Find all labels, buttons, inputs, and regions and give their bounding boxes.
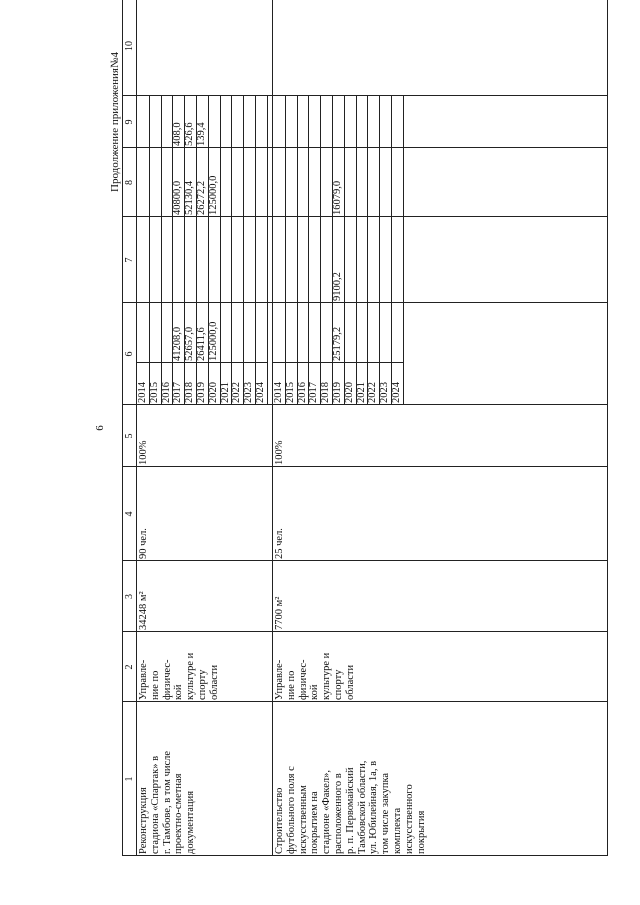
row2-name: Строительство футбольного поля с искусственным покрытием на стадионе «Факел», расположенного в р. п. Первомайский Тамбовской области, ул. Юбилейная, 1а, в том числе закупка комплекта искусственного покрытия (274, 760, 427, 854)
year-row-line (208, 96, 209, 405)
row2-executor: Управле- ние по физичес- кой культуре и спорту области (274, 652, 356, 700)
col-num-5: 5 (124, 433, 135, 439)
row2-area: 7700 м² (274, 596, 285, 630)
year-row-line (285, 96, 286, 405)
row2-col8: 16079,0 (331, 180, 343, 215)
page-heading: Продолжение приложения№4 (109, 52, 121, 192)
year-row-line (391, 96, 392, 405)
row-divider (272, 0, 273, 856)
year-row-line (308, 96, 309, 405)
year-row-line (255, 96, 256, 405)
row1-col7 (137, 217, 267, 303)
year-row-line (220, 96, 221, 405)
year-row-line (267, 96, 268, 405)
year-row-line (332, 96, 333, 405)
year-row-line (161, 96, 162, 405)
year-row-line (231, 96, 232, 405)
row1-area: 34248 м² (138, 591, 149, 630)
year-row-line (379, 96, 380, 405)
row1-col6: 41208,0 52657,0 26411,6 125000,0 (172, 321, 219, 361)
page-number: 6 (94, 425, 106, 431)
row2-col6: 25179,2 (331, 326, 343, 361)
year-divider (137, 362, 267, 363)
row1-name: Реконструкция стадиона «Спартак» в г. Тамбове, в том числе проектно-сметная документация (138, 750, 197, 854)
year-row-line (243, 96, 244, 405)
row2-years: 2014 2015 2016 2017 2018 2019 2020 2021 2022 2023 2024 (273, 382, 402, 403)
year-row-line (367, 96, 368, 405)
row2-capacity: 25 чел. (274, 528, 285, 559)
col-divider (122, 560, 608, 561)
year-row-line (297, 96, 298, 405)
year-row-line (172, 96, 173, 405)
year-row-line (403, 96, 404, 405)
row2-col7: 9100,2 (331, 272, 343, 301)
row1-capacity: 90 чел. (138, 528, 149, 559)
col-num-2: 2 (124, 664, 135, 670)
row1-years: 2014 2015 2016 2017 2018 2019 2020 2021 2022 2023 2024 (137, 382, 266, 403)
col-num-9: 9 (124, 119, 135, 125)
row1-readiness: 100% (138, 440, 149, 465)
col-num-4: 4 (124, 511, 135, 517)
year-row-line (196, 96, 197, 405)
col-num-8: 8 (124, 180, 135, 185)
year-row-line (356, 96, 357, 405)
year-row-line (320, 96, 321, 405)
col-num-7: 7 (124, 257, 135, 263)
year-row-line (184, 96, 185, 405)
row2-readiness: 100% (274, 440, 285, 465)
year-row-line (149, 96, 150, 405)
row1-col9: 408,0 526,6 139,4 (172, 122, 207, 146)
col-num-10: 10 (124, 41, 135, 51)
col-num-3: 3 (124, 594, 135, 599)
col-num-1: 1 (124, 776, 135, 782)
year-row-line (344, 96, 345, 405)
col-num-6: 6 (124, 351, 135, 357)
row1-executor: Управле- ние по физичес- кой культуре и спорту области (138, 652, 220, 700)
col-divider (122, 466, 608, 467)
data-table (122, 0, 608, 856)
row1-col8: 40800,0 52130,4 26272,2 125000,0 (172, 175, 219, 215)
year-divider (273, 362, 403, 363)
